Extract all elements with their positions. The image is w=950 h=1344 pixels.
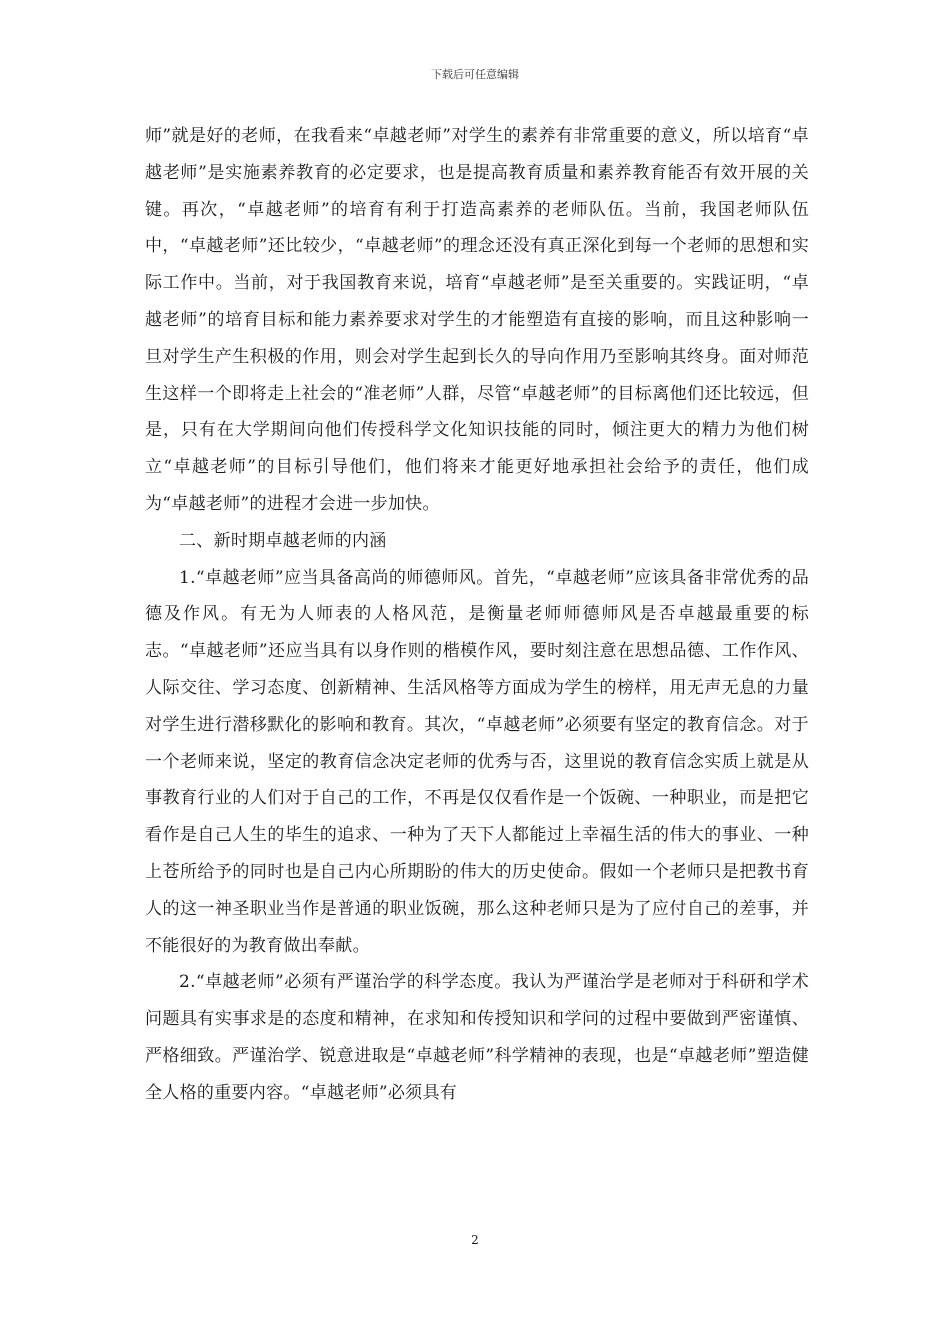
- page-header: 下载后可任意编辑: [431, 68, 519, 81]
- paragraph-point-1: 1.“卓越老师”应当具备高尚的师德师风。首先，“卓越老师”应该具备非常优秀的品德及作风。有无为人师表的人格风范，是衡量老师师德师风是否卓越最重要的标志。“卓越老师”还应当具有以身作则的楷模作风，要时刻注意在思想品德、工作作风、人际交往、学习态度、创新精神、生活风格等方面成为学生的榜样，用无声无息的力量对学生进行潜移默化的影响和教育。其次，“卓越老师”必须要有坚定的教育信念。对于一个老师来说，坚定的教育信念决定老师的优秀与否，这里说的教育信念实质上就是从事教育行业的人们对于自己的工作，不再是仅仅看作是一个饭碗、一种职业，而是把它看作是自己人生的毕生的追求、一种为了天下人都能过上幸福生活的伟大的事业、一种上苍所给予的同时也是自己内心所期盼的伟大的历史使命。假如一个老师只是把教书育人的这一神圣职业当作是普通的职业饭碗，那么这种老师只是为了应付自己的差事，并不能很好的为教育做出奉献。: [145, 567, 809, 956]
- document-body: [145, 118, 809, 1112]
- paragraph-point-2: 2.“卓越老师”必须有严谨治学的科学态度。我认为严谨治学是老师对于科研和学术问题具有实事求是的态度和精神，在求知和传授知识和学问的过程中要做到严密谨慎、严格细致。严谨治学、锐意进取是“卓越老师”科学精神的表现，也是“卓越老师”塑造健全人格的重要内容。“卓越老师”必须具有: [145, 972, 809, 1103]
- paragraph-continuation: 师”就是好的老师，在我看来“卓越老师”对学生的素养有非常重要的意义，所以培育“卓越老师”是实施素养教育的必定要求，也是提高教育质量和素养教育能否有效开展的关键。再次，“卓越老师”的培育有利于打造高素养的老师队伍。当前，我国老师队伍中，“卓越老师”还比较少，“卓越老师”的理念还没有真正深化到每一个老师的思想和实际工作中。当前，对于我国教育来说，培育“卓越老师”是至关重要的。实践证明，“卓越老师”的培育目标和能力素养要求对学生的才能塑造有直接的影响，而且这种影响一旦对学生产生积极的作用，则会对学生起到长久的导向作用乃至影响其终身。面对师范生这样一个即将走上社会的“准老师”人群，尽管“卓越老师”的目标离他们还比较远，但是，只有在大学期间向他们传授科学文化知识技能的同时，倾注更大的精力为他们树立“卓越老师”的目标引导他们，他们将来才能更好地承担社会给予的责任，他们成为“卓越老师”的进程才会进一步加快。: [145, 126, 809, 514]
- page-number: 2: [471, 1233, 479, 1247]
- section-heading: 二、新时期卓越老师的内涵: [179, 530, 387, 551]
